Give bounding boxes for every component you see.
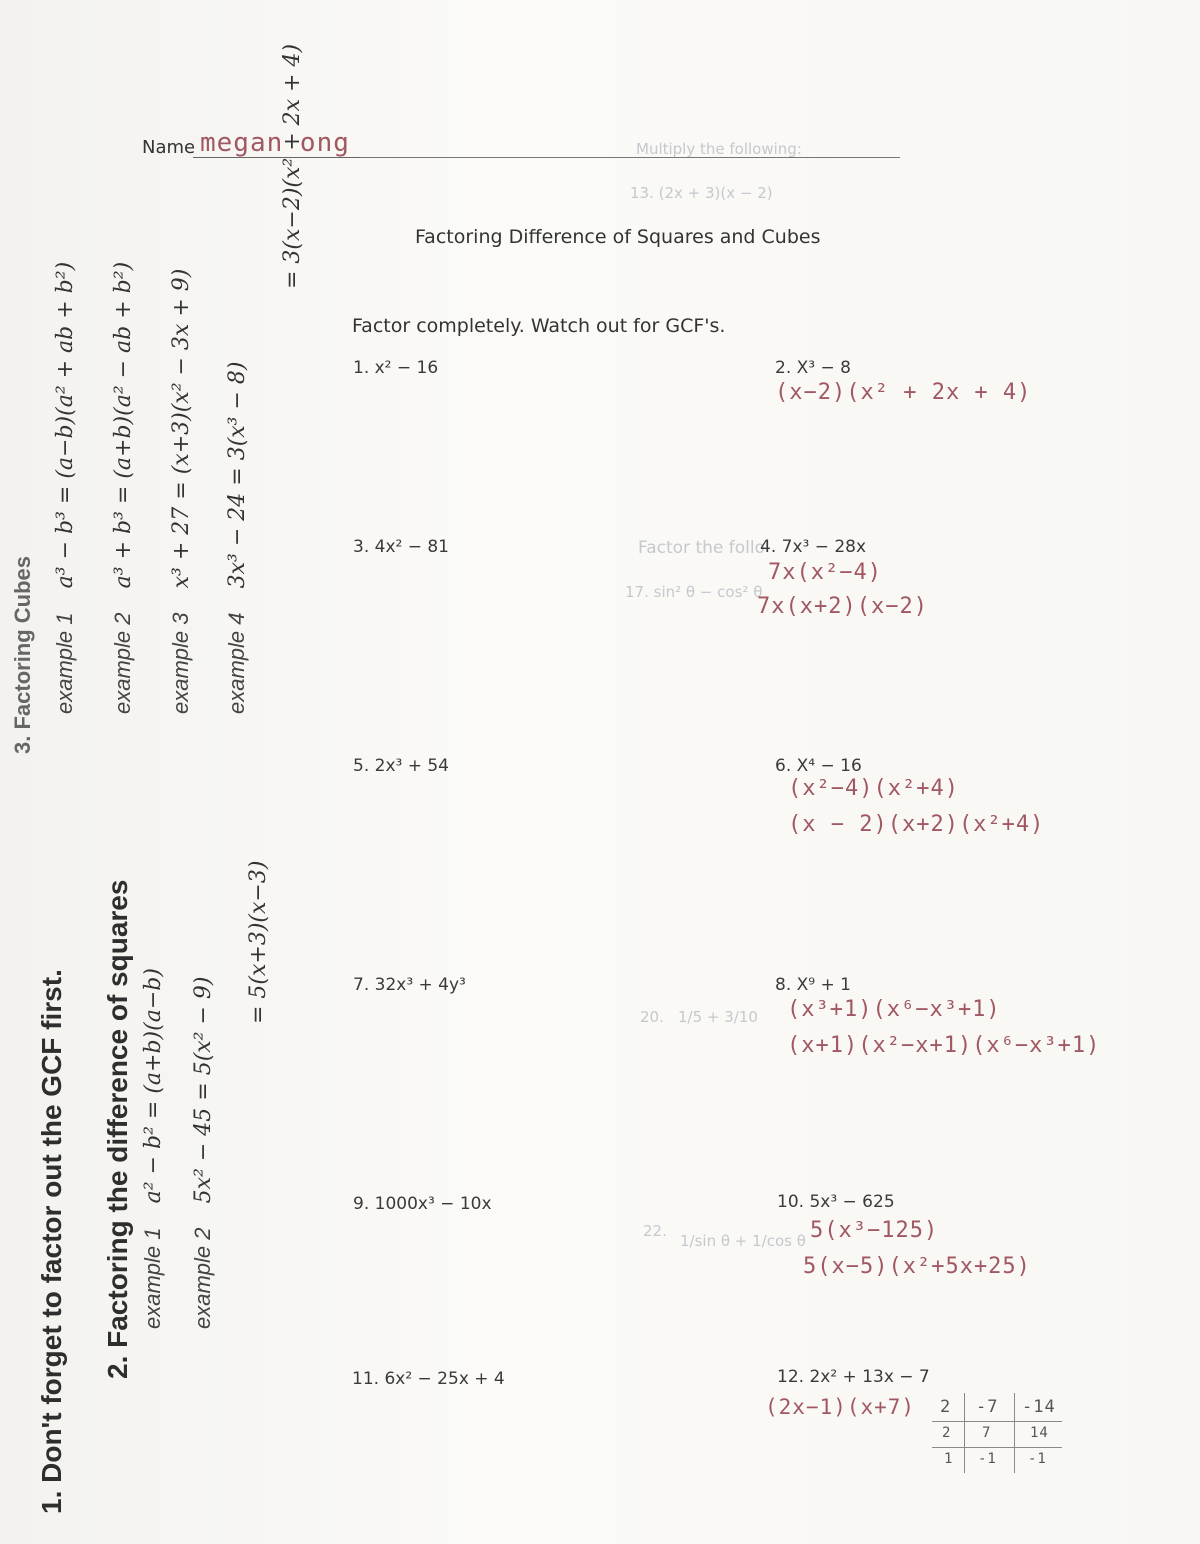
cubes-example-4-equation: 3x³ − 24 = 3(x³ − 8) xyxy=(225,361,250,589)
grid-cell: -1 xyxy=(1028,1451,1047,1467)
ghost-trig-number: 22. xyxy=(643,1222,667,1240)
problem-12: 12. 2x² + 13x − 7 xyxy=(777,1367,930,1387)
problem-10-work-2[interactable]: 5(x−5)(x²+5x+25) xyxy=(803,1254,1031,1279)
grid-line xyxy=(932,1447,1062,1448)
problem-6-work-1[interactable]: (x²−4)(x²+4) xyxy=(788,776,959,801)
problem-6-work-2[interactable]: (x − 2)(x+2)(x²+4) xyxy=(788,812,1045,837)
problem-10-work-1[interactable]: 5(x³−125) xyxy=(810,1218,939,1243)
cubes-example-1-label: example 1 xyxy=(52,612,77,714)
reference-sidebar xyxy=(0,0,360,1544)
squares-example-2-result: = 5(x+3)(x−3) xyxy=(246,860,271,1024)
cubes-example-1-equation: a³ − b³ = (a−b)(a² + ab + b²) xyxy=(53,261,78,589)
cubes-example-1 xyxy=(52,262,78,714)
cubes-example-3-label: example 3 xyxy=(168,612,193,714)
problem-3: 3. 4x² − 81 xyxy=(353,537,449,557)
ghost-fraction-expr: 1/5 + 3/10 xyxy=(678,1008,758,1026)
ghost-heading: Multiply the following: xyxy=(636,140,802,158)
squares-example-2-equation: 5x² − 45 = 5(x² − 9) xyxy=(191,976,216,1204)
ghost-problem: 13. (2x + 3)(x − 2) xyxy=(630,184,773,202)
sidebar-item-3: 3. Factoring Cubes xyxy=(10,555,35,754)
cubes-example-2-label: example 2 xyxy=(110,612,135,714)
ghost-factor-text: Factor the follo xyxy=(638,538,765,558)
grid-line xyxy=(1014,1393,1015,1473)
grid-cell: 14 xyxy=(1030,1425,1049,1441)
squares-example-1-label: example 1 xyxy=(140,1227,165,1329)
instructions: Factor completely. Watch out for GCF's. xyxy=(352,315,726,337)
grid-line xyxy=(932,1421,1062,1422)
problem-8: 8. X⁹ + 1 xyxy=(775,975,851,995)
squares-example-2 xyxy=(190,976,216,1329)
problem-4-work-2[interactable]: 7x(x+2)(x−2) xyxy=(757,594,928,619)
problem-2: 2. X³ − 8 xyxy=(775,358,851,378)
problem-8-work-1[interactable]: (x³+1)(x⁶−x³+1) xyxy=(787,997,1001,1022)
cubes-example-4-result: = 3(x−2)(x² + 2x + 4) xyxy=(280,43,305,289)
squares-example-1-equation: a² − b² = (a+b)(a−b) xyxy=(141,968,166,1204)
cubes-example-4-label: example 4 xyxy=(224,612,249,714)
problem-6: 6. X⁴ − 16 xyxy=(775,756,862,776)
cubes-example-3 xyxy=(168,269,194,714)
squares-example-2-label: example 2 xyxy=(190,1227,215,1329)
page-title: Factoring Difference of Squares and Cubes xyxy=(415,226,821,248)
ghost-trig-problem: 17. sin² θ − cos² θ xyxy=(625,583,763,601)
ghost-fraction-number: 20. xyxy=(640,1008,664,1026)
name-label: Name xyxy=(142,137,196,158)
problem-11: 11. 6x² − 25x + 4 xyxy=(352,1369,505,1389)
problem-2-work-1[interactable]: (x−2)(x² + 2x + 4) xyxy=(775,380,1032,405)
squares-example-1 xyxy=(140,968,166,1329)
sidebar-item-2: 2. Factoring the difference of squares xyxy=(102,879,133,1379)
problem-7: 7. 32x³ + 4y³ xyxy=(353,975,466,995)
problem-1: 1. x² − 16 xyxy=(353,358,439,378)
cubes-example-2 xyxy=(110,262,136,714)
problem-4: 4. 7x³ − 28x xyxy=(760,537,867,557)
cubes-example-4 xyxy=(224,361,250,714)
grid-cell: 7 xyxy=(982,1425,992,1441)
grid-cell: -7 xyxy=(976,1397,999,1417)
problem-9: 9. 1000x³ − 10x xyxy=(353,1194,492,1214)
grid-cell: 1 xyxy=(944,1451,954,1467)
grid-cell: 2 xyxy=(942,1425,952,1441)
name-value[interactable]: megan ong xyxy=(200,128,350,158)
grid-cell: -1 xyxy=(978,1451,997,1467)
sidebar-item-1: 1. Don't forget to factor out the GCF first. xyxy=(36,969,67,1514)
cubes-example-2-equation: a³ + b³ = (a+b)(a² − ab + b²) xyxy=(111,261,136,589)
problem-8-work-2[interactable]: (x+1)(x²−x+1)(x⁶−x³+1) xyxy=(787,1033,1101,1058)
header-rule xyxy=(360,157,900,158)
grid-cell: -14 xyxy=(1022,1397,1056,1417)
cubes-example-3-equation: x³ + 27 = (x+3)(x² − 3x + 9) xyxy=(169,268,194,589)
problem-5: 5. 2x³ + 54 xyxy=(353,756,449,776)
problem-12-work-1[interactable]: (2x−1)(x+7) xyxy=(765,1395,916,1419)
box-method-grid xyxy=(932,1393,1062,1473)
ghost-trig-expr: 1/sin θ + 1/cos θ xyxy=(680,1232,806,1250)
grid-line xyxy=(964,1393,965,1473)
problem-4-work-1[interactable]: 7x(x²−4) xyxy=(768,560,882,585)
grid-cell: 2 xyxy=(940,1397,952,1417)
problem-10: 10. 5x³ − 625 xyxy=(777,1192,895,1212)
